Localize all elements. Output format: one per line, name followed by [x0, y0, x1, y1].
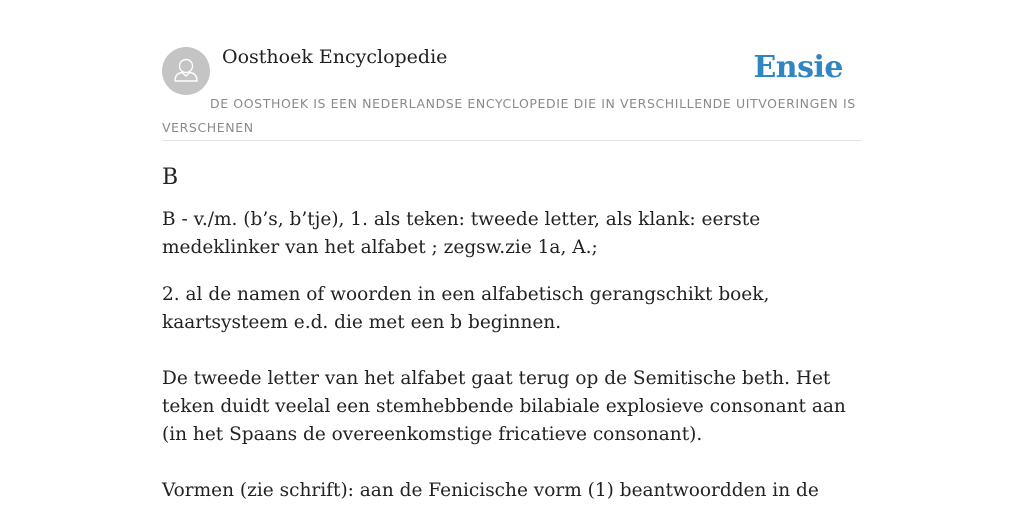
- site-header: [162, 46, 862, 141]
- entry-paragraph-2: 2. al de namen of woorden in een alfabetisch gerangschikt boek, kaartsysteem e.d. die met een b beginnen.: [162, 284, 770, 333]
- site-title[interactable]: Oosthoek Encyclopedie: [222, 46, 448, 68]
- entry-headword: B: [162, 165, 179, 190]
- user-avatar-icon[interactable]: [162, 47, 210, 95]
- site-tagline: DE OOSTHOEK IS EEN NEDERLANDSE ENCYCLOPEDIE DIE IN VERSCHILLENDE UITVOERINGEN IS VERSCHENEN: [162, 96, 856, 135]
- ensie-logo-link[interactable]: Ensie: [753, 50, 843, 85]
- entry-content: [162, 162, 862, 505]
- entry-paragraph-1: B - v./m. (b’s, b’tje), 1. als teken: tweede letter, als klank: eerste medeklinker van het alfabet ; zegsw.zie 1a, A.;: [162, 209, 761, 258]
- entry-paragraph-4: Vormen (zie schrift): aan de Fenicische vorm (1) beantwoordden in de: [162, 480, 819, 501]
- user-silhouette-icon: [162, 47, 210, 95]
- entry-paragraph-3: De tweede letter van het alfabet gaat terug op de Semitische beth. Het teken duidt veelal een stemhebbende bilabiale explosieve consonant aan (in het Spaans de overeenkomstige fricatieve consonant).: [162, 368, 846, 445]
